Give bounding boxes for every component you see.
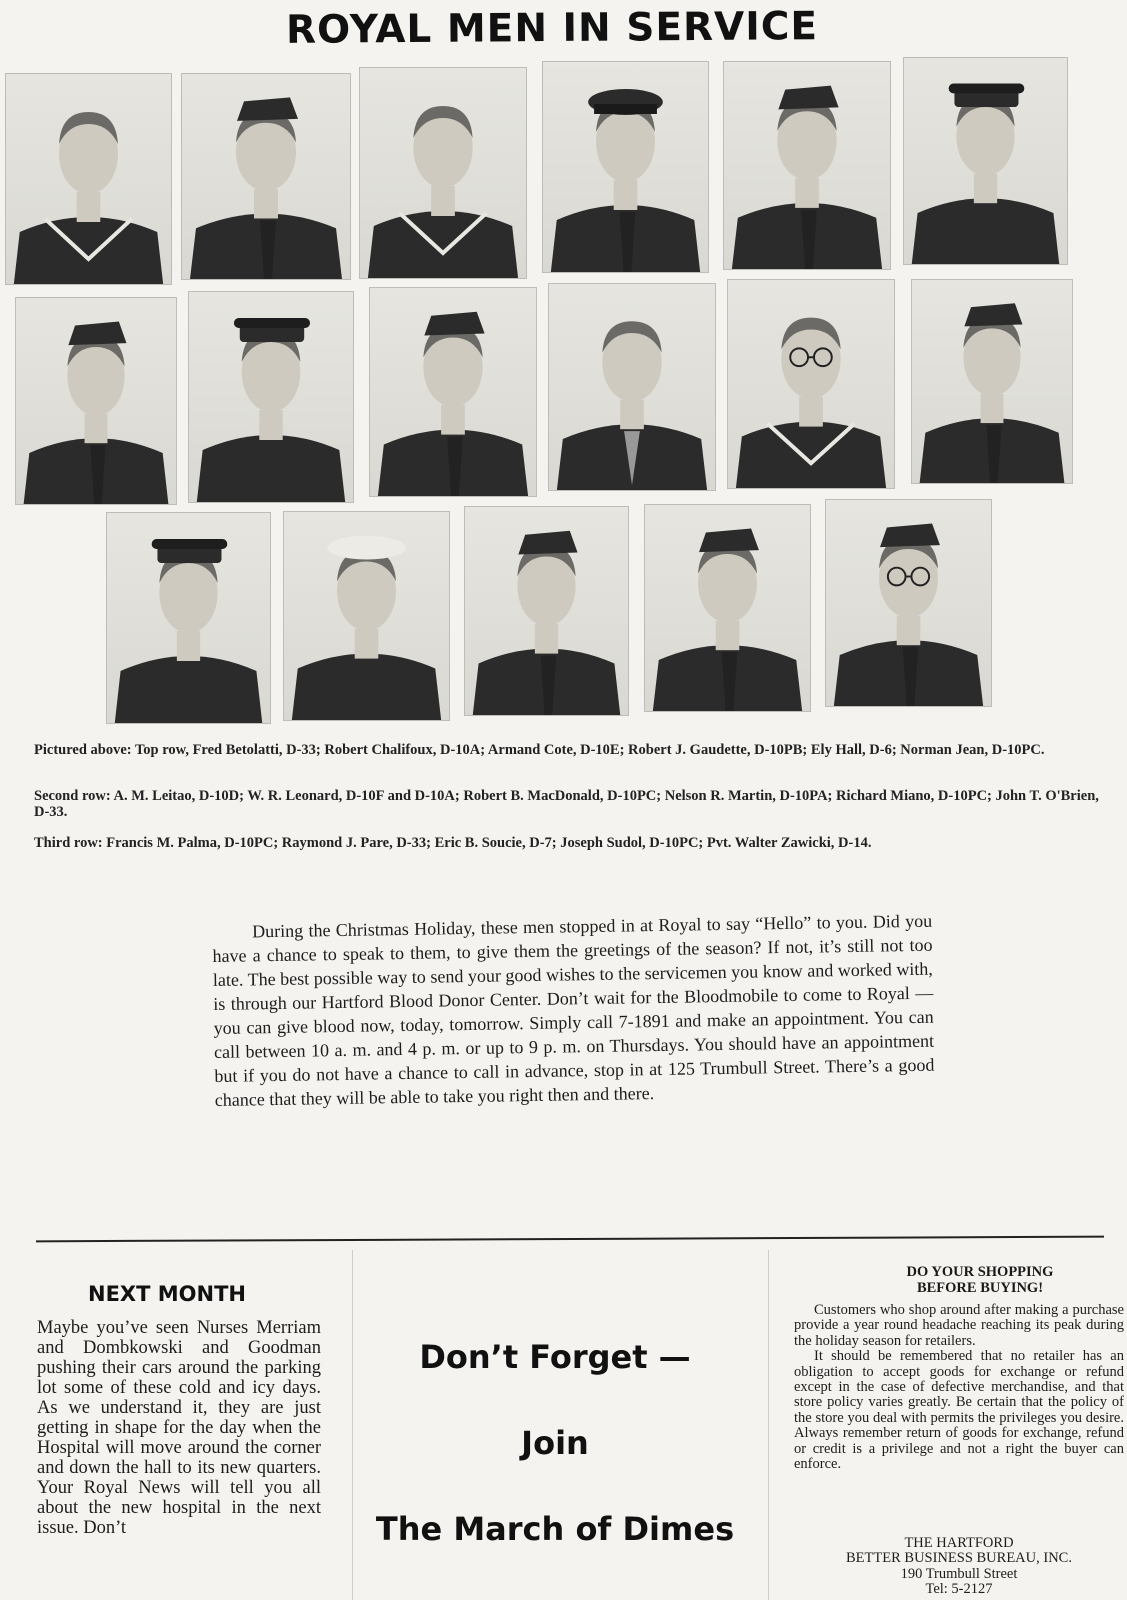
portrait-photo [645,505,810,711]
bureau-name-line1: THE HARTFORD [904,1535,1014,1551]
portrait-photo [284,512,449,720]
reminder-dont-forget: Don’t Forget — [419,1338,691,1376]
bureau-name-line2: BETTER BUSINESS BUREAU, INC. [846,1550,1072,1566]
caption-third-row: Third row: Francis M. Palma, D-10PC; Raymond J. Pare, D-33; Eric B. Soucie, D-7; Joseph Sudol, D-10PC; Pvt. Walter Zawicki, D-14. [34,835,872,851]
portrait-photo [826,500,991,706]
shopping-paragraph-1: Customers who shop around after making a purchase provide a year round headache reaching its peak during the holiday season for retailers. [794,1302,1124,1349]
portrait-photo [16,298,176,504]
shopping-heading [830,1264,1127,1296]
portrait-photo [465,507,628,715]
shopping-heading-line2: BEFORE BUYING! [916,1280,1044,1296]
portrait-photo [912,280,1072,483]
portrait-photo [370,288,536,496]
portrait-photo [182,74,350,279]
next-month-text: Maybe you’ve seen Nurses Merriam and Dombkowski and Goodman pushing their cars around the parking lot some of these cold and icy days. As we understand it, they are just getting in shape for the day when the Hospital will move around the corner and down the hall to its new quarters. Your Royal News will tell you all about the new hospital in the next issue. Don’t [37,1318,321,1538]
portrait-photo [6,74,171,284]
portrait-photo [543,62,708,272]
page-title: ROYAL MEN IN SERVICE [285,4,819,53]
caption-top-row: Pictured above: Top row, Fred Betolatti, D-33; Robert Chalifoux, D-10A; Armand Cote, D-10E; Robert J. Gaudette, D-10PB; Ely Hall, D-6; Norman Jean, D-10PC. [34,742,1045,758]
shopping-paragraph-2: It should be remembered that no retailer has an obligation to accept goods for exchange or refund except in the case of defective merchandise, and that store policy varies greatly. Be certain that the policy of the store you deal with permits the privileges you desire. Always remember return of goods for exchange, refund or credit is a privilege and not a right the buyer can enforce. [794,1348,1124,1473]
portrait-photo [189,292,353,502]
reminder-join: Join [521,1424,589,1462]
portrait-photo [360,68,526,278]
caption-second-row: Second row: A. M. Leitao, D-10D; W. R. Leonard, D-10F and D-10A; Robert B. MacDonald, D-10PC; Nelson R. Martin, D-10PA; Richard Miano, D-10PC; John T. O'Brien, D-33. [34,788,1099,820]
section-divider [36,1236,1104,1243]
shopping-heading-line1: DO YOUR SHOPPING [906,1264,1054,1280]
reminder-march-of-dimes: The March of Dimes [375,1510,735,1548]
portrait-photo [904,58,1067,264]
article-body: During the Christmas Holiday, these men stopped in at Royal to say “Hello” to you. Did you have a chance to speak to them, to give them the greetings of the season? If not, it’s still not too late. The best possible way to send your good wishes to the servicemen you know and worked with, is through our Hartford Blood Donor Center. Don’t wait for the Bloodmobile to come to Royal — you can give blood now, today, tomorrow. Simply call 7-1891 and make an appointment. You can call between 10 a. m. and 4 p. m. or up to 9 p. m. on Thursdays. You should have an appointment but if you do not have a chance to call in advance, stop in at 125 Trumbull Street. There’s a good chance that they will be able to take you right then and there. [212,910,935,1110]
bureau-address: 190 Trumbull Street [900,1566,1018,1582]
portrait-photo [728,280,894,488]
next-month-heading: NEXT MONTH [88,1282,246,1306]
portrait-photo [724,62,890,269]
portrait-photo [549,284,715,490]
portrait-photo [107,513,270,723]
bureau-phone: Tel: 5-2127 [925,1581,993,1597]
shopping-text [794,1303,1124,1472]
